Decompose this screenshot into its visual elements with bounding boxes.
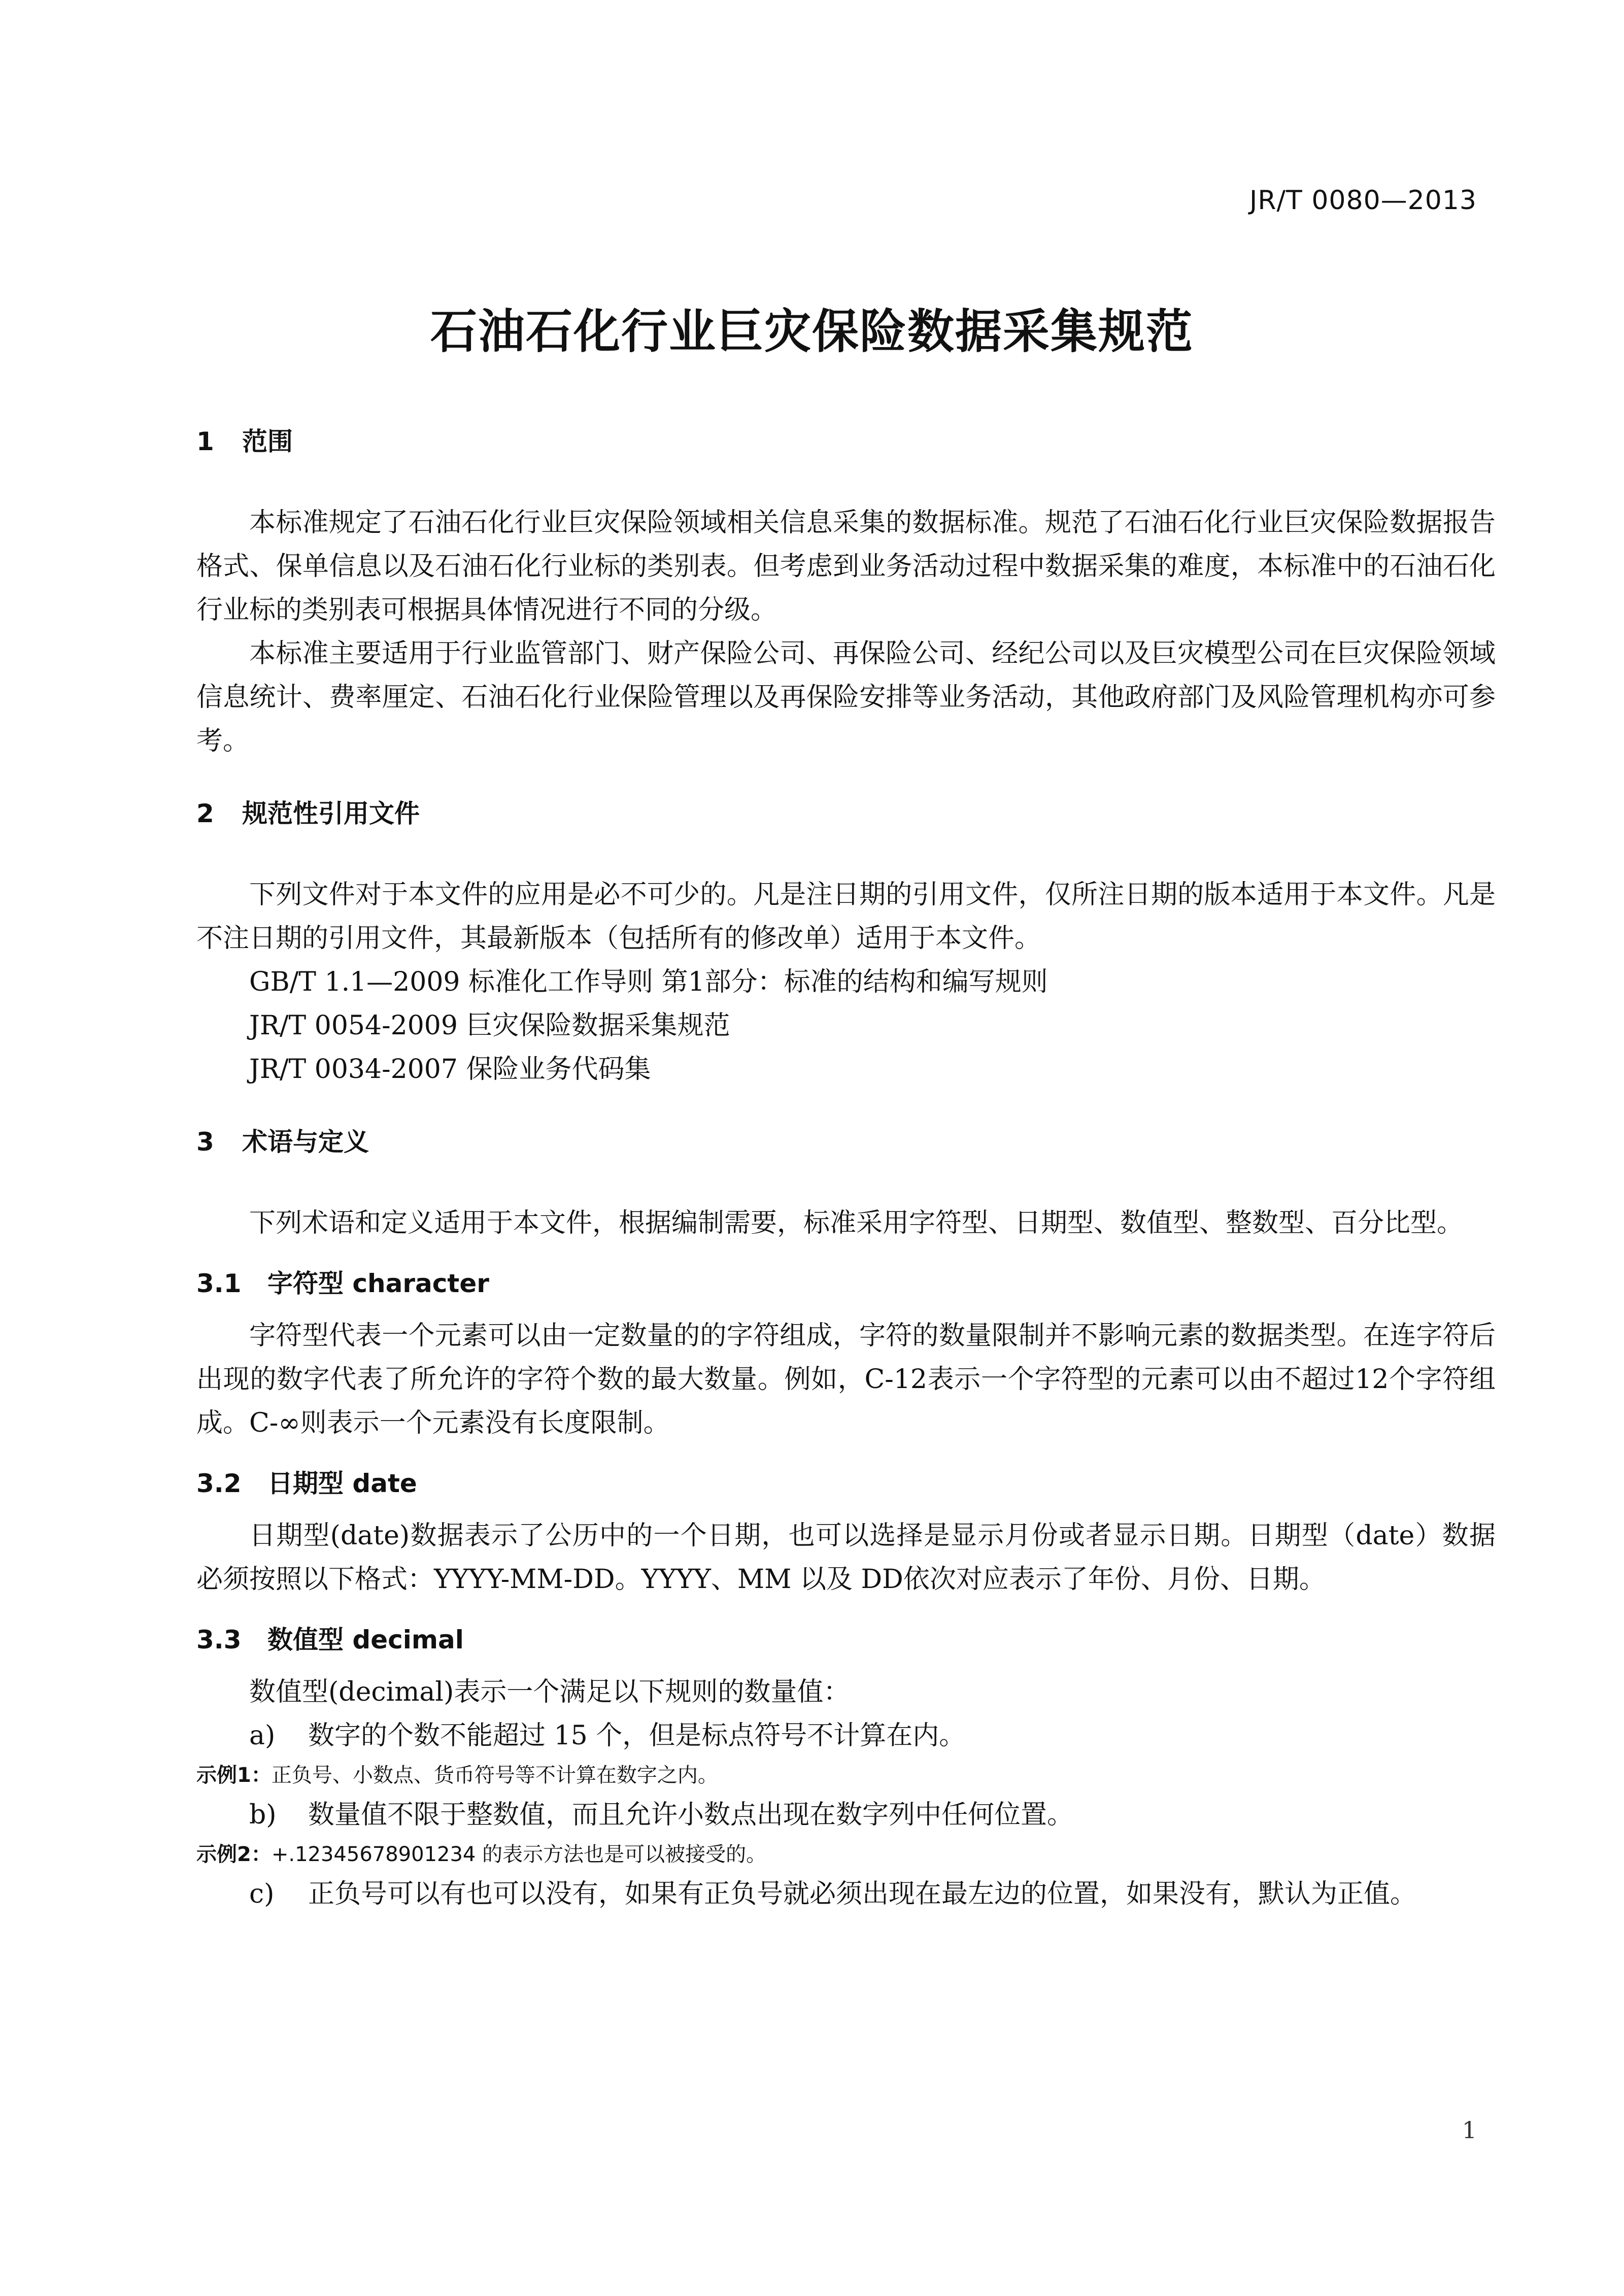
reference-item: JR/T 0034-2007 保险业务代码集 — [249, 1054, 651, 1085]
section-number: 2 — [196, 799, 214, 828]
subsection-number: 3.1 — [196, 1269, 242, 1298]
example-note — [196, 1837, 1496, 1872]
list-item — [196, 1714, 1496, 1758]
section-number: 1 — [196, 427, 214, 456]
subsection-number: 3.3 — [196, 1625, 242, 1655]
subsection-number: 3.2 — [196, 1469, 242, 1498]
paragraph: 数值型(decimal)表示一个满足以下规则的数量值： — [249, 1677, 850, 1707]
document-code: JR/T 0080—2013 — [1249, 185, 1477, 216]
paragraph: 下列术语和定义适用于本文件，根据编制需要，标准采用字符型、日期型、数值型、整数型、百分比型。 — [249, 1208, 1464, 1238]
example-text: +.12345678901234 的表示方法也是可以被接受的。 — [271, 1843, 767, 1866]
section-1-heading — [196, 421, 1496, 458]
list-marker: c) — [249, 1879, 275, 1909]
reference-item: GB/T 1.1—2009 标准化工作导则 第1部分：标准的结构和编写规则 — [249, 967, 1048, 997]
example-label: 示例1： — [196, 1764, 272, 1787]
paragraph: 本标准主要适用于行业监管部门、财产保险公司、再保险公司、经纪公司以及巨灾模型公司在巨灾保险领域信息统计、费率厘定、石油石化行业保险管理以及再保险安排等业务活动，其他政府部门及风险管理机构亦可参考。 — [196, 638, 1496, 756]
list-marker: b) — [249, 1800, 277, 1830]
paragraph: 下列文件对于本文件的应用是必不可少的。凡是注日期的引用文件，仅所注日期的版本适用于本文件。凡是不注日期的引用文件，其最新版本（包括所有的修改单）适用于本文件。 — [196, 880, 1496, 954]
subsection-title: 日期型 date — [267, 1469, 417, 1498]
subsection-title: 字符型 character — [267, 1269, 489, 1298]
section-3-heading — [196, 1122, 1496, 1158]
example-text: 正负号、小数点、货币符号等不计算在数字之内。 — [271, 1764, 718, 1787]
section-title: 术语与定义 — [242, 1127, 369, 1157]
example-label: 示例2： — [196, 1843, 272, 1866]
paragraph: 本标准规定了石油石化行业巨灾保险领域相关信息采集的数据标准。规范了石油石化行业巨灾保险数据报告格式、保单信息以及石油石化行业标的类别表。但考虑到业务活动过程中数据采集的难度，本标准中的石油石化行业标的类别表可根据具体情况进行不同的分级。 — [196, 508, 1496, 625]
page-title: 石油石化行业巨灾保险数据采集规范 — [430, 305, 1194, 359]
page-number: 1 — [1462, 2116, 1477, 2144]
section-title: 范围 — [242, 427, 293, 456]
subsection-title: 数值型 decimal — [267, 1625, 464, 1655]
example-note — [196, 1758, 1496, 1793]
document-body — [196, 406, 1496, 1916]
paragraph: 字符型代表一个元素可以由一定数量的的字符组成，字符的数量限制并不影响元素的数据类型。在连字符后出现的数字代表了所允许的字符个数的最大数量。例如，C-12表示一个字符型的元素可以由不超过12个字符组成。C-∞则表示一个元素没有长度限制。 — [196, 1321, 1496, 1438]
section-number: 3 — [196, 1127, 214, 1157]
subsection-3-2-heading — [196, 1463, 1496, 1500]
section-2-heading — [196, 793, 1496, 830]
list-item-text: 数量值不限于整数值，而且允许小数点出现在数字列中任何位置。 — [308, 1800, 1074, 1830]
list-item — [196, 1793, 1496, 1837]
list-item-text: 正负号可以有也可以没有，如果有正负号就必须出现在最左边的位置，如果没有，默认为正值。 — [308, 1879, 1417, 1909]
list-item — [196, 1872, 1496, 1916]
list-marker: a) — [249, 1720, 276, 1751]
section-title: 规范性引用文件 — [242, 799, 420, 828]
reference-item: JR/T 0054-2009 巨灾保险数据采集规范 — [249, 1010, 730, 1041]
paragraph: 日期型(date)数据表示了公历中的一个日期，也可以选择是显示月份或者显示日期。日期型（date）数据必须按照以下格式：YYYY-MM-DD。YYYY、MM 以及 DD依次对应表示了年份、月份、日期。 — [196, 1521, 1496, 1595]
subsection-3-3-heading — [196, 1619, 1496, 1656]
subsection-3-1-heading — [196, 1263, 1496, 1300]
list-item-text: 数字的个数不能超过 15 个，但是标点符号不计算在内。 — [308, 1720, 966, 1751]
